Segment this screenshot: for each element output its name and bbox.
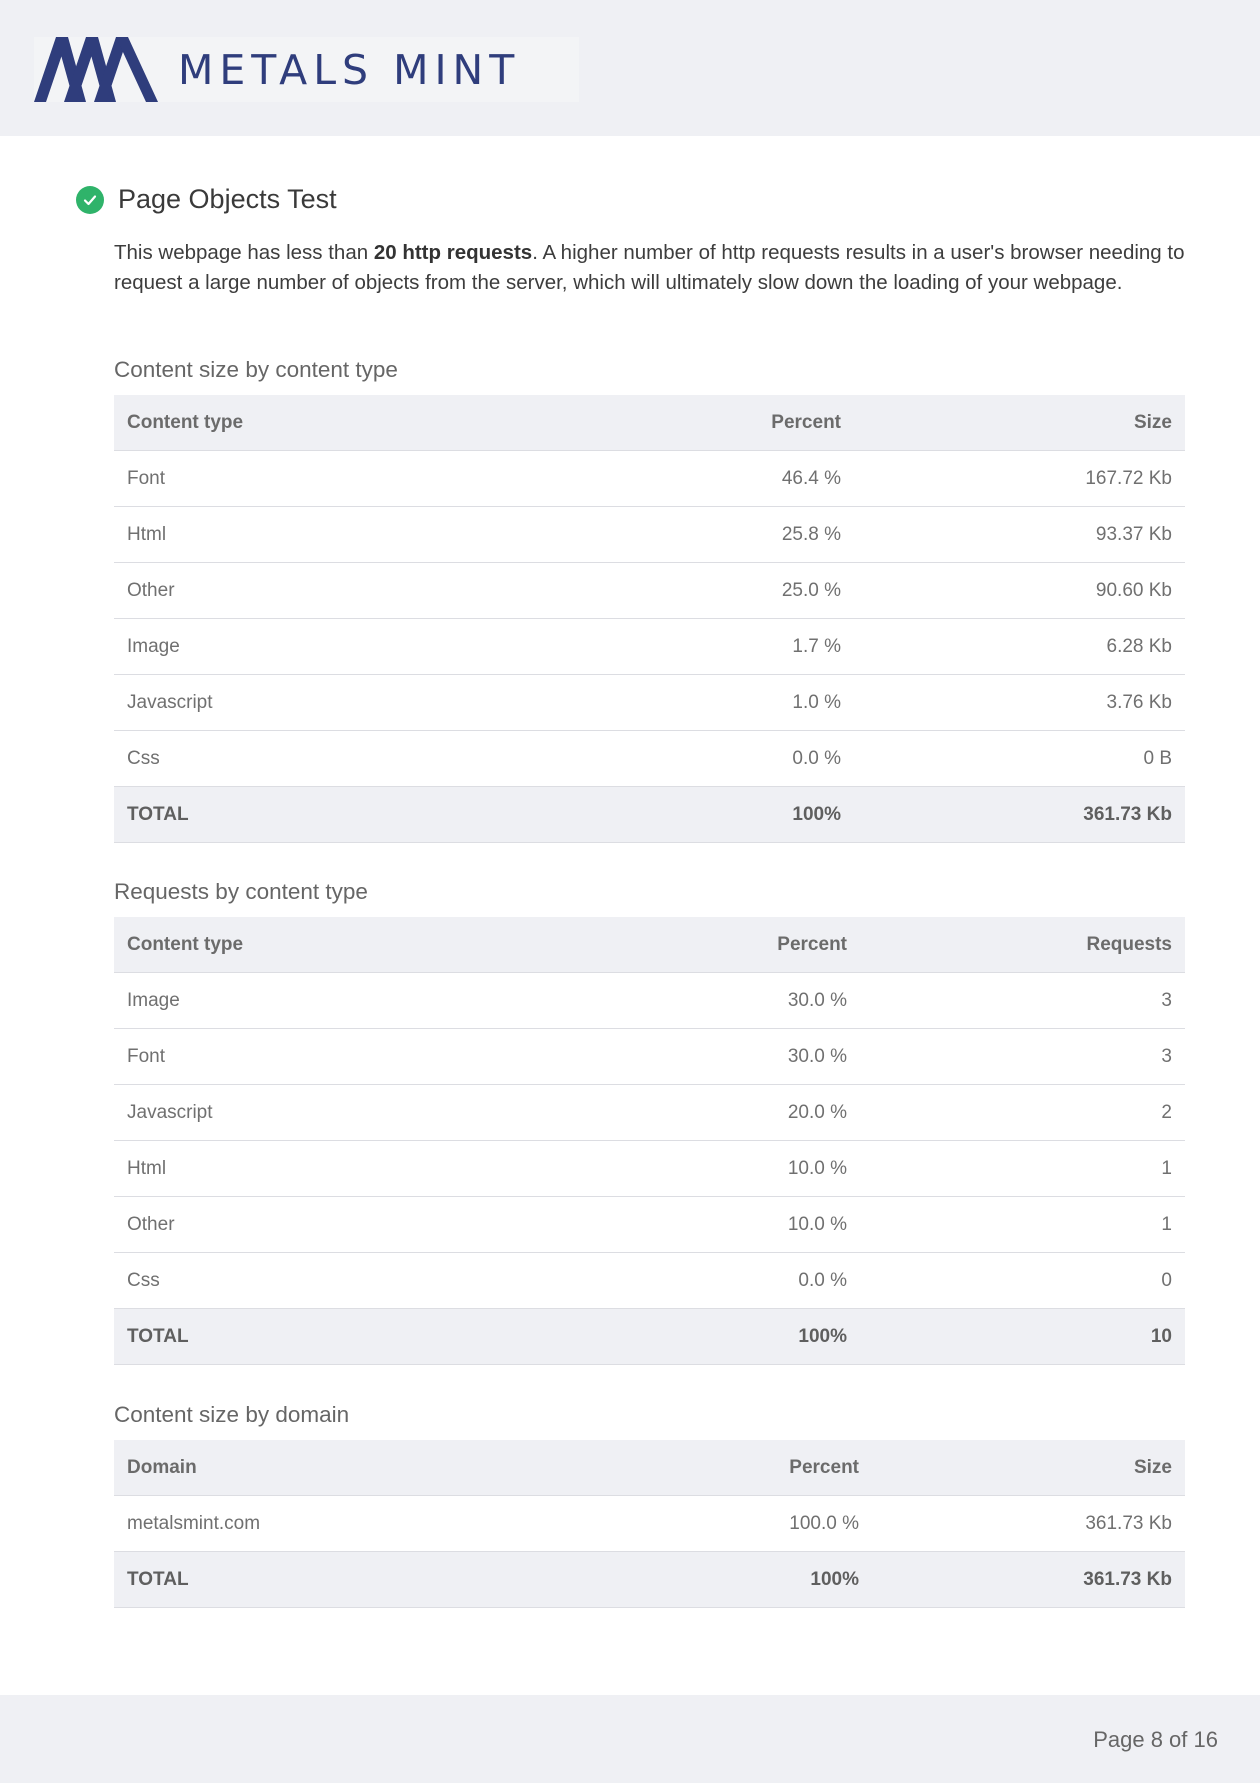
page-header — [0, 0, 1260, 136]
column-header: Content type — [114, 395, 634, 451]
cell: Font — [114, 451, 634, 507]
cell: Other — [114, 563, 634, 619]
cell: 0.0 % — [634, 731, 854, 787]
column-header: Size — [872, 1440, 1185, 1496]
table-row — [114, 451, 1185, 507]
cell: 100% — [634, 787, 854, 843]
cell: 0 B — [854, 731, 1185, 787]
table-total-row — [114, 787, 1185, 843]
cell: Other — [114, 1197, 634, 1253]
data-table — [114, 395, 1185, 843]
table-row — [114, 1197, 1185, 1253]
cell: 46.4 % — [634, 451, 854, 507]
cell: 3 — [860, 973, 1185, 1029]
data-table — [114, 917, 1185, 1365]
cell: TOTAL — [114, 1552, 634, 1608]
table-row — [114, 507, 1185, 563]
content-size-by-domain — [114, 1402, 1185, 1608]
logo-mark-icon — [34, 37, 158, 102]
cell: 10.0 % — [634, 1141, 860, 1197]
cell: Css — [114, 731, 634, 787]
cell: 361.73 Kb — [854, 787, 1185, 843]
cell: Css — [114, 1253, 634, 1309]
check-circle-icon — [76, 186, 104, 214]
table-header-row — [114, 1440, 1185, 1496]
table-row — [114, 731, 1185, 787]
table-total-row — [114, 1309, 1185, 1365]
table-row — [114, 1496, 1185, 1552]
cell: 1.7 % — [634, 619, 854, 675]
table-total-row — [114, 1552, 1185, 1608]
logo-text: METALS MINT — [178, 45, 521, 94]
metals-mint-logo — [34, 37, 579, 102]
cell: 1 — [860, 1197, 1185, 1253]
table-header-row — [114, 395, 1185, 451]
column-header: Percent — [634, 1440, 872, 1496]
column-header: Percent — [634, 917, 860, 973]
cell: 20.0 % — [634, 1085, 860, 1141]
cell: 0 — [860, 1253, 1185, 1309]
cell: TOTAL — [114, 787, 634, 843]
cell: 100.0 % — [634, 1496, 872, 1552]
table-row — [114, 1253, 1185, 1309]
cell: 10 — [860, 1309, 1185, 1365]
table-row — [114, 675, 1185, 731]
cell: 6.28 Kb — [854, 619, 1185, 675]
cell: 361.73 Kb — [872, 1496, 1185, 1552]
requests-threshold: 20 http requests — [373, 241, 533, 264]
cell: 100% — [634, 1552, 872, 1608]
table-row — [114, 1141, 1185, 1197]
data-table — [114, 1440, 1185, 1608]
requests-by-type — [114, 879, 1185, 1365]
table-header-row — [114, 917, 1185, 973]
cell: 3.76 Kb — [854, 675, 1185, 731]
page-number: Page 8 of 16 — [1093, 1727, 1218, 1752]
table-row — [114, 1029, 1185, 1085]
cell: 3 — [860, 1029, 1185, 1085]
cell: 361.73 Kb — [872, 1552, 1185, 1608]
table-row — [114, 973, 1185, 1029]
cell: Html — [114, 1141, 634, 1197]
column-header: Percent — [634, 395, 854, 451]
table-row — [114, 563, 1185, 619]
column-header: Requests — [860, 917, 1185, 973]
cell: 1.0 % — [634, 675, 854, 731]
cell: Javascript — [114, 675, 634, 731]
cell: Image — [114, 619, 634, 675]
cell: Html — [114, 507, 634, 563]
cell: Font — [114, 1029, 634, 1085]
table-row — [114, 1085, 1185, 1141]
cell: 100% — [634, 1309, 860, 1365]
cell: 25.8 % — [634, 507, 854, 563]
cell: Image — [114, 973, 634, 1029]
table-title: Content size by domain — [114, 1402, 350, 1427]
column-header: Domain — [114, 1440, 634, 1496]
cell: Javascript — [114, 1085, 634, 1141]
content-size-by-type — [114, 357, 1185, 843]
column-header: Content type — [114, 917, 634, 973]
page-footer — [0, 1695, 1260, 1783]
cell: 10.0 % — [634, 1197, 860, 1253]
section-title: Page Objects Test — [118, 184, 337, 214]
column-header: Size — [854, 395, 1185, 451]
cell: 30.0 % — [634, 973, 860, 1029]
cell: 167.72 Kb — [854, 451, 1185, 507]
section-heading — [76, 184, 337, 215]
cell: metalsmint.com — [114, 1496, 634, 1552]
table-title: Content size by content type — [114, 357, 398, 382]
cell: TOTAL — [114, 1309, 634, 1365]
cell: 2 — [860, 1085, 1185, 1141]
cell: 90.60 Kb — [854, 563, 1185, 619]
table-row — [114, 619, 1185, 675]
cell: 0.0 % — [634, 1253, 860, 1309]
cell: 25.0 % — [634, 563, 854, 619]
table-title: Requests by content type — [114, 879, 368, 904]
section-description: This webpage has less than 20 http requests. A higher number of http requests results in a user's browser needing to request a large number of objects from the server, which will ultimately slow down the loading of your webpage. — [114, 241, 1185, 294]
cell: 30.0 % — [634, 1029, 860, 1085]
cell: 1 — [860, 1141, 1185, 1197]
cell: 93.37 Kb — [854, 507, 1185, 563]
